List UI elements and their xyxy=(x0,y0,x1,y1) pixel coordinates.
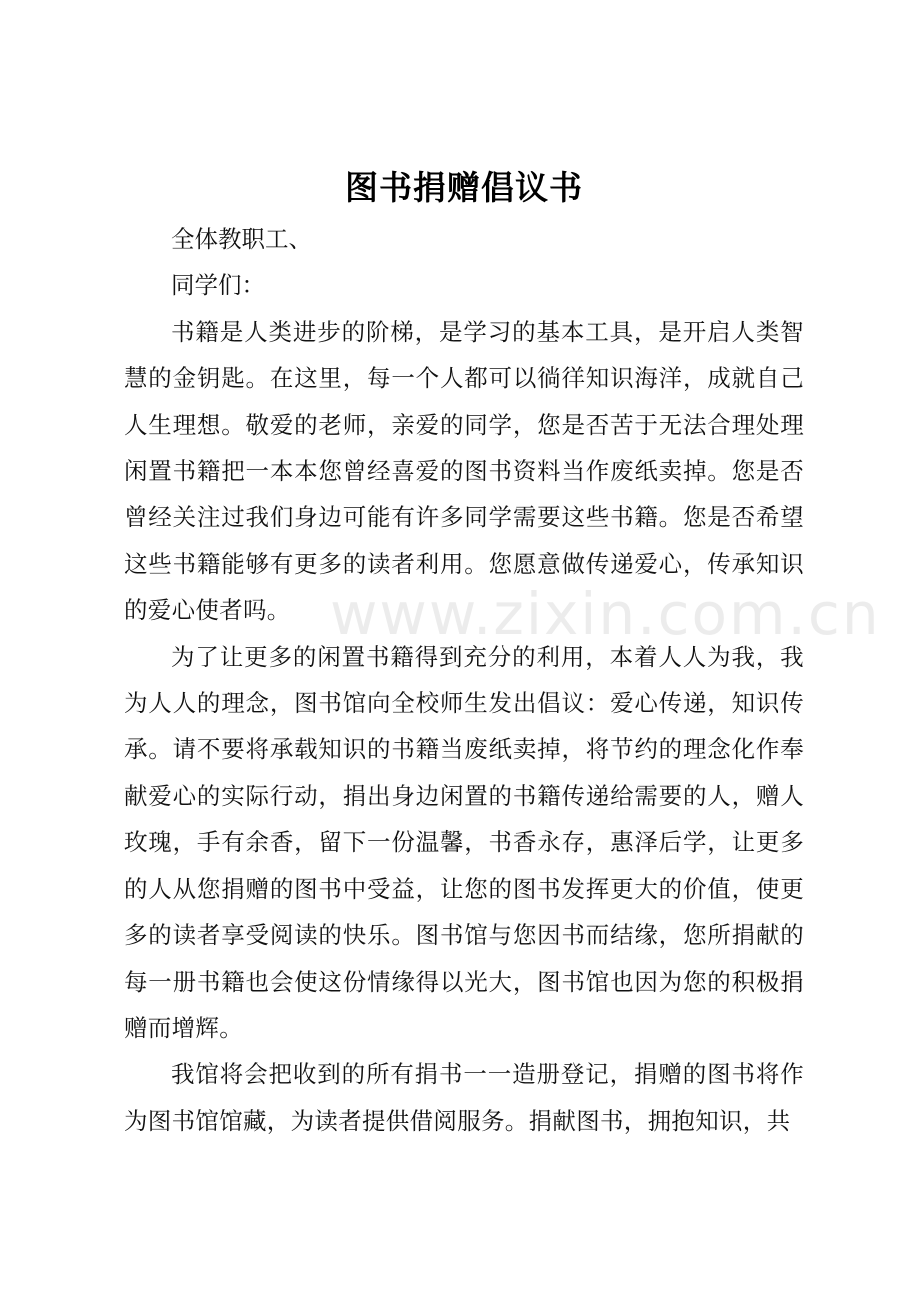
document-title: 图书捐赠倡议书 xyxy=(345,168,583,207)
paragraph-3: 我馆将会把收到的所有捐书一一造册登记，捐赠的图书将作为图书馆馆藏，为读者提供借阅服务。捐献图书，拥抱知识，共 xyxy=(124,1060,804,1135)
paragraph-2: 为了让更多的闲置书籍得到充分的利用，本着人人为我，我为人人的理念，图书馆向全校师生发出倡议：爱心传递，知识传承。请不要将承载知识的书籍当废纸卖掉，将节约的理念化作奉献爱心的实际行动，捐出身边闲置的书籍传递给需要的人，赠人玫瑰，手有余香，留下一份温馨，书香永存，惠泽后学，让更多的人从您捐赠的图书中受益，让您的图书发挥更大的价值，使更多的读者享受阅读的快乐。图书馆与您因书而结缘，您所捐献的每一册书籍也会使这份情缘得以光大，图书馆也因为您的积极捐赠而增辉。 xyxy=(124,642,804,1042)
document-body xyxy=(124,160,804,1144)
watermark: www.zixin.com.cn xyxy=(330,580,881,648)
salutation-line-1: 全体教职工、 xyxy=(171,225,312,253)
paragraph-1: 书籍是人类进步的阶梯，是学习的基本工具，是开启人类智慧的金钥匙。在这里，每一个人都可以徜徉知识海洋，成就自己人生理想。敬爱的老师，亲爱的同学，您是否苦于无法合理处理闲置书籍把一本本您曾经喜爱的图书资料当作废纸卖掉。您是否曾经关注过我们身边可能有许多同学需要这些书籍。您是否希望这些书籍能够有更多的读者利用。您愿意做传递爱心，传承知识的爱心使者吗。 xyxy=(124,317,804,625)
salutation-line-2: 同学们： xyxy=(171,271,265,300)
